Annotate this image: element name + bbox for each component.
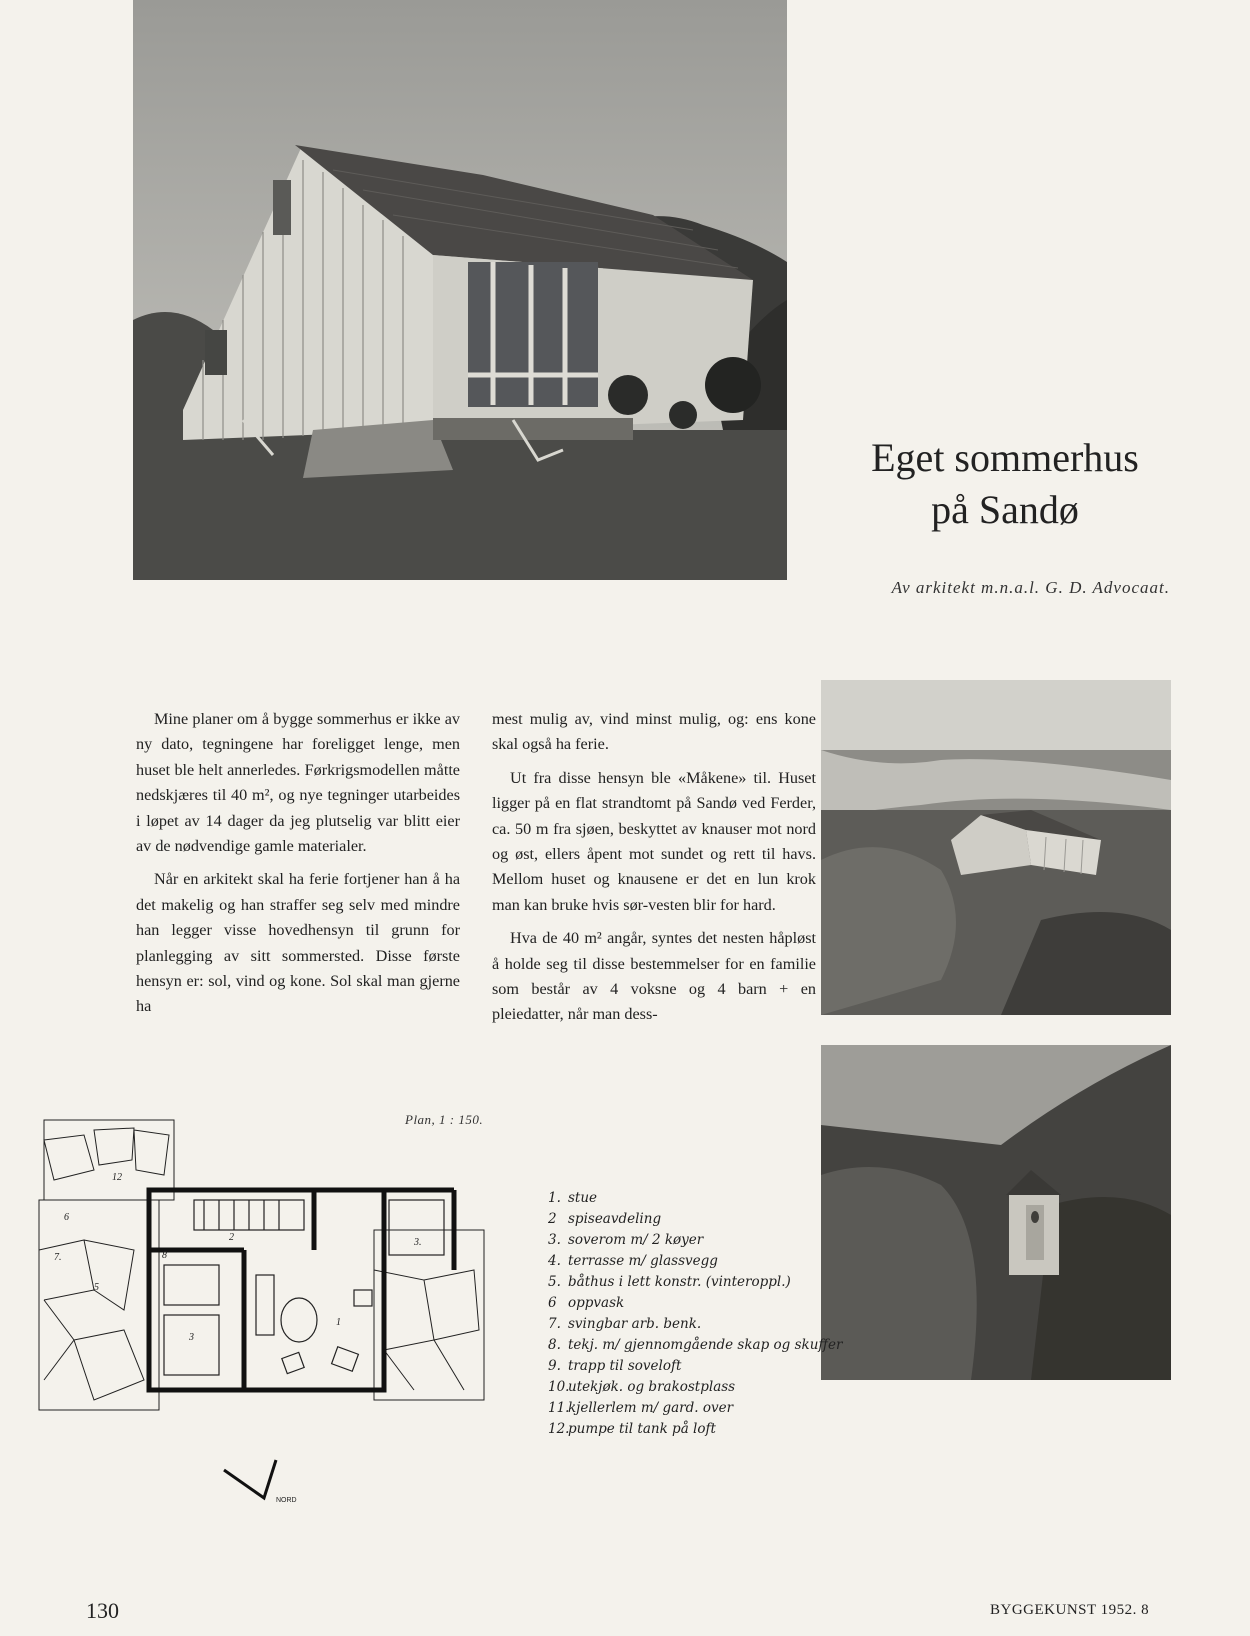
legend-text: soverom m/ 2 køyer — [568, 1232, 704, 1248]
legend-item — [548, 1209, 848, 1230]
legend-text: båthus i lett konstr. (vinteroppl.) — [568, 1274, 791, 1290]
plan-caption: Plan, 1 : 150. — [405, 1112, 484, 1127]
legend-text: pumpe til tank på loft — [568, 1421, 716, 1437]
north-label: NORD — [276, 1497, 297, 1504]
svg-text:7.: 7. — [54, 1252, 62, 1263]
legend-item — [548, 1398, 848, 1419]
text-column-2 — [492, 707, 816, 1036]
svg-text:2: 2 — [229, 1232, 234, 1243]
title-line-1: Eget sommerhus — [871, 435, 1139, 480]
svg-text:6: 6 — [64, 1212, 69, 1223]
legend-item — [548, 1251, 848, 1272]
legend-number: 11. — [548, 1400, 570, 1416]
paragraph: mest mulig av, vind minst mulig, og: ens kone skal også ha ferie. — [492, 710, 816, 754]
floor-plan-drawing — [14, 1100, 509, 1520]
legend-text: utekjøk. og brakostplass — [568, 1379, 736, 1395]
legend-number: 2 — [548, 1211, 557, 1227]
legend-number: 8. — [548, 1337, 561, 1353]
legend-item — [548, 1314, 848, 1335]
legend-text: svingbar arb. benk. — [568, 1316, 702, 1332]
legend-text: terrasse m/ glassvegg — [568, 1253, 718, 1269]
legend-number: 1. — [548, 1190, 561, 1206]
svg-text:3.: 3. — [414, 1237, 422, 1248]
article-title — [840, 432, 1170, 536]
outhouse-photo — [821, 1045, 1171, 1380]
legend-text: kjellerlem m/ gard. over — [568, 1400, 734, 1416]
legend-number: 3. — [548, 1232, 561, 1248]
legend-number: 5. — [548, 1274, 561, 1290]
legend-text: stue — [568, 1190, 598, 1206]
main-house-photo — [133, 0, 787, 580]
plan-legend — [548, 1188, 848, 1440]
svg-text:12: 12 — [112, 1172, 122, 1183]
journal-name: BYGGEKUNST 1952. 8 — [990, 1602, 1150, 1618]
legend-item — [548, 1377, 848, 1398]
legend-number: 10. — [548, 1379, 570, 1395]
title-line-2: på Sandø — [931, 487, 1079, 532]
legend-number: 7. — [548, 1316, 561, 1332]
legend-item — [548, 1188, 848, 1209]
byline: Av arkitekt m.n.a.l. G. D. Advocaat. — [891, 578, 1170, 597]
legend-item — [548, 1272, 848, 1293]
aerial-view-photo — [821, 680, 1171, 1015]
page-number: 130 — [86, 1598, 119, 1623]
legend-item — [548, 1230, 848, 1251]
paragraph: Hva de 40 m² angår, syntes det nesten håpløst å holde seg til disse bestemmelser for en familie som består av 4 voksne og 4 barn + en pleiedatter, når man dess- — [492, 929, 816, 1024]
text-column-1 — [136, 707, 460, 1028]
paragraph: Ut fra disse hensyn ble «Måkene» til. Huset ligger på en flat strandtomt på Sandø ved Ferder, ca. 50 m fra sjøen, beskyttet av knauser mot nord og øst, ellers åpent mot sundet og rett til havs. Mellom huset og knausene er det en lun krok man kan bruke hvis sør-vesten blir for hard. — [492, 768, 816, 914]
legend-text: oppvask — [568, 1295, 625, 1311]
legend-item — [548, 1356, 848, 1377]
svg-text:5: 5 — [94, 1282, 99, 1293]
svg-text:1: 1 — [336, 1317, 341, 1328]
legend-number: 12. — [548, 1421, 570, 1437]
svg-text:3: 3 — [189, 1332, 194, 1343]
legend-item — [548, 1419, 848, 1440]
legend-number: 6 — [548, 1295, 557, 1311]
legend-text: trapp til soveloft — [568, 1358, 682, 1374]
legend-text: spiseavdeling — [568, 1211, 662, 1227]
paragraph: Mine planer om å bygge sommerhus er ikke av ny dato, tegningene har foreligget lenge, men huset ble helt annerledes. Førkrigsmodellen måtte nedskjæres til 40 m², og nye tegninger utarbeides i løpet av 14 dager da jeg plutselig var blitt eier av de nødvendige gamle materialer. — [136, 710, 460, 856]
legend-item — [548, 1335, 848, 1356]
paragraph: Når en arkitekt skal ha ferie fortjener han å ha det makelig og han straffer seg selv med mindre han legger visse hovedhensyn til grunn for planlegging av sitt sommersted. Disse første hensyn er: sol, vind og kone. Sol skal man gjerne ha — [136, 870, 460, 1016]
legend-number: 9. — [548, 1358, 561, 1374]
legend-text: tekj. m/ gjennomgående skap og skuffer — [568, 1337, 843, 1353]
legend-number: 4. — [548, 1253, 561, 1269]
svg-text:8: 8 — [162, 1250, 167, 1261]
legend-item — [548, 1293, 848, 1314]
